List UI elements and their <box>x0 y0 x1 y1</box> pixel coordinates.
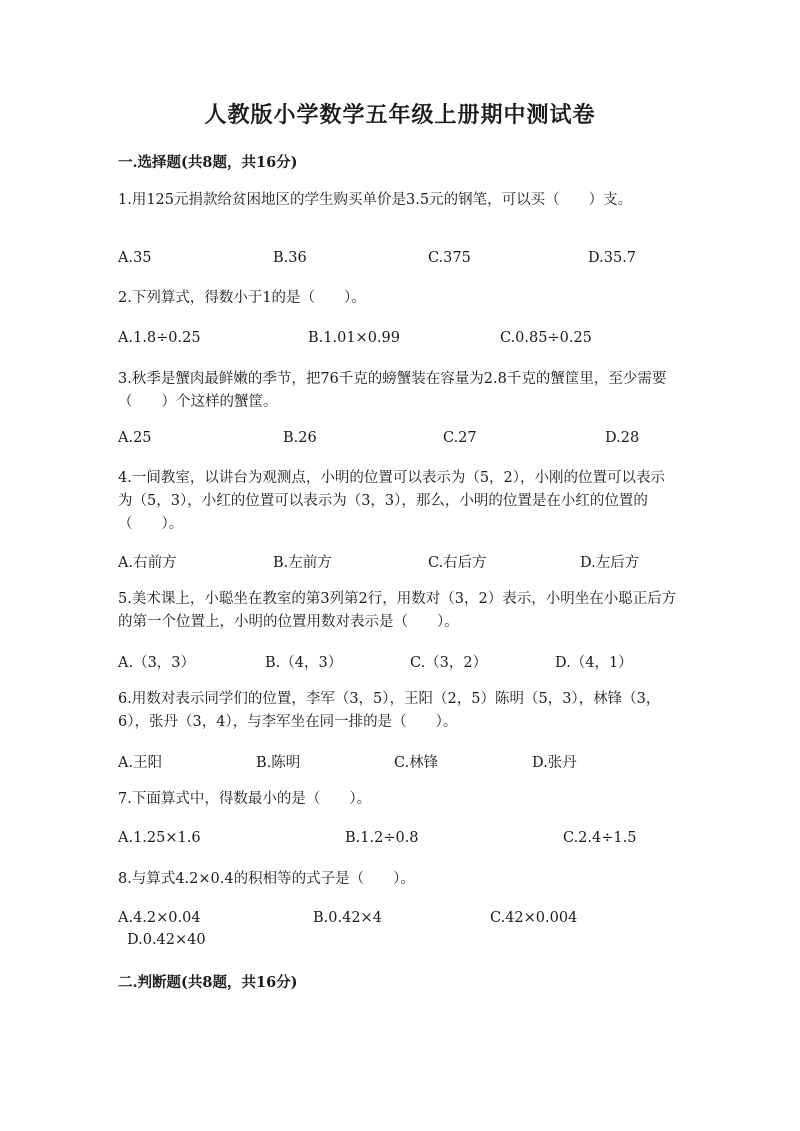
question-5-option-d: D.（4，1） <box>555 655 633 671</box>
question-4-options <box>118 551 698 575</box>
question-6-option-b: B.陈明 <box>256 755 301 771</box>
question-2-option-c: C.0.85÷0.25 <box>500 330 592 346</box>
question-5-option-b: B.（4，3） <box>265 655 343 671</box>
question-1-options <box>118 250 698 274</box>
question-7-option-b: B.1.2÷0.8 <box>345 830 419 846</box>
question-6-option-a: A.王阳 <box>118 755 163 771</box>
question-8-option-a: A.4.2×0.04 <box>118 910 201 926</box>
question-3-stem: 3.秋季是蟹肉最鲜嫩的季节，把76千克的螃蟹装在容量为2.8千克的蟹筐里，至少需要（ ）个这样的蟹筐。 <box>118 371 667 410</box>
question-4-stem: 4.一间教室，以讲台为观测点，小明的位置可以表示为（5，2），小刚的位置可以表示为（5，3），小红的位置可以表示为（3，3），那么，小明的位置是在小红的位置的（ ）。 <box>118 470 666 532</box>
question-7-options <box>118 830 698 854</box>
question-4-option-d: D.左后方 <box>580 555 640 571</box>
section-heading-judgment: 二.判断题(共8题，共16分) <box>118 974 298 991</box>
question-6-options <box>118 751 698 775</box>
question-3-option-d: D.28 <box>605 430 640 446</box>
question-6-option-d: D.张丹 <box>532 755 577 771</box>
question-8-option-b: B.0.42×4 <box>313 910 382 926</box>
question-3-options <box>118 430 698 454</box>
question-4-option-b: B.左前方 <box>273 555 332 571</box>
question-1-stem: 1.用125元捐款给贫困地区的学生购买单价是3.5元的钢笔，可以买（ ）支。 <box>118 192 633 208</box>
question-3-option-c: C.27 <box>443 430 477 446</box>
question-2-options <box>118 330 698 354</box>
question-5-option-a: A.（3，3） <box>118 655 196 671</box>
question-7-stem: 7.下面算式中，得数最小的是（ ）。 <box>118 791 372 807</box>
question-2-option-b: B.1.01×0.99 <box>308 330 400 346</box>
question-5-options <box>118 651 698 675</box>
question-5-stem: 5.美术课上，小聪坐在教室的第3列第2行，用数对（3，2）表示，小明坐在小聪正后方的第一个位置上，小明的位置用数对表示是（ ）。 <box>118 591 677 630</box>
question-6-stem: 6.用数对表示同学们的位置，李军（3，5），王阳（2，5）陈明（5，3），林锋（3，6），张丹（3，4），与李军坐在同一排的是（ ）。 <box>118 691 661 730</box>
question-8-stem: 8.与算式4.2×0.4的积相等的式子是（ ）。 <box>118 871 415 887</box>
question-2-stem: 2.下列算式，得数小于1的是（ ）。 <box>118 290 366 306</box>
question-8-options <box>118 910 698 948</box>
question-8-option-c: C.42×0.004 <box>490 910 578 926</box>
question-1-option-d: D.35.7 <box>588 250 637 266</box>
question-3-option-b: B.26 <box>283 430 317 446</box>
section-heading-choice: 一.选择题(共8题，共16分) <box>118 154 298 171</box>
question-4-option-a: A.右前方 <box>118 555 177 571</box>
question-5-option-c: C.（3，2） <box>410 655 488 671</box>
question-7-option-a: A.1.25×1.6 <box>118 830 201 846</box>
question-8-option-d: D.0.42×40 <box>127 932 206 948</box>
question-3-option-a: A.25 <box>118 430 152 446</box>
question-6-option-c: C.林锋 <box>394 755 439 771</box>
exam-title: 人教版小学数学五年级上册期中测试卷 <box>204 102 596 128</box>
question-4-option-c: C.右后方 <box>428 555 487 571</box>
question-1-option-a: A.35 <box>118 250 152 266</box>
question-7-option-c: C.2.4÷1.5 <box>563 830 637 846</box>
question-1-option-c: C.375 <box>428 250 471 266</box>
question-1-option-b: B.36 <box>273 250 307 266</box>
question-2-option-a: A.1.8÷0.25 <box>118 330 201 346</box>
